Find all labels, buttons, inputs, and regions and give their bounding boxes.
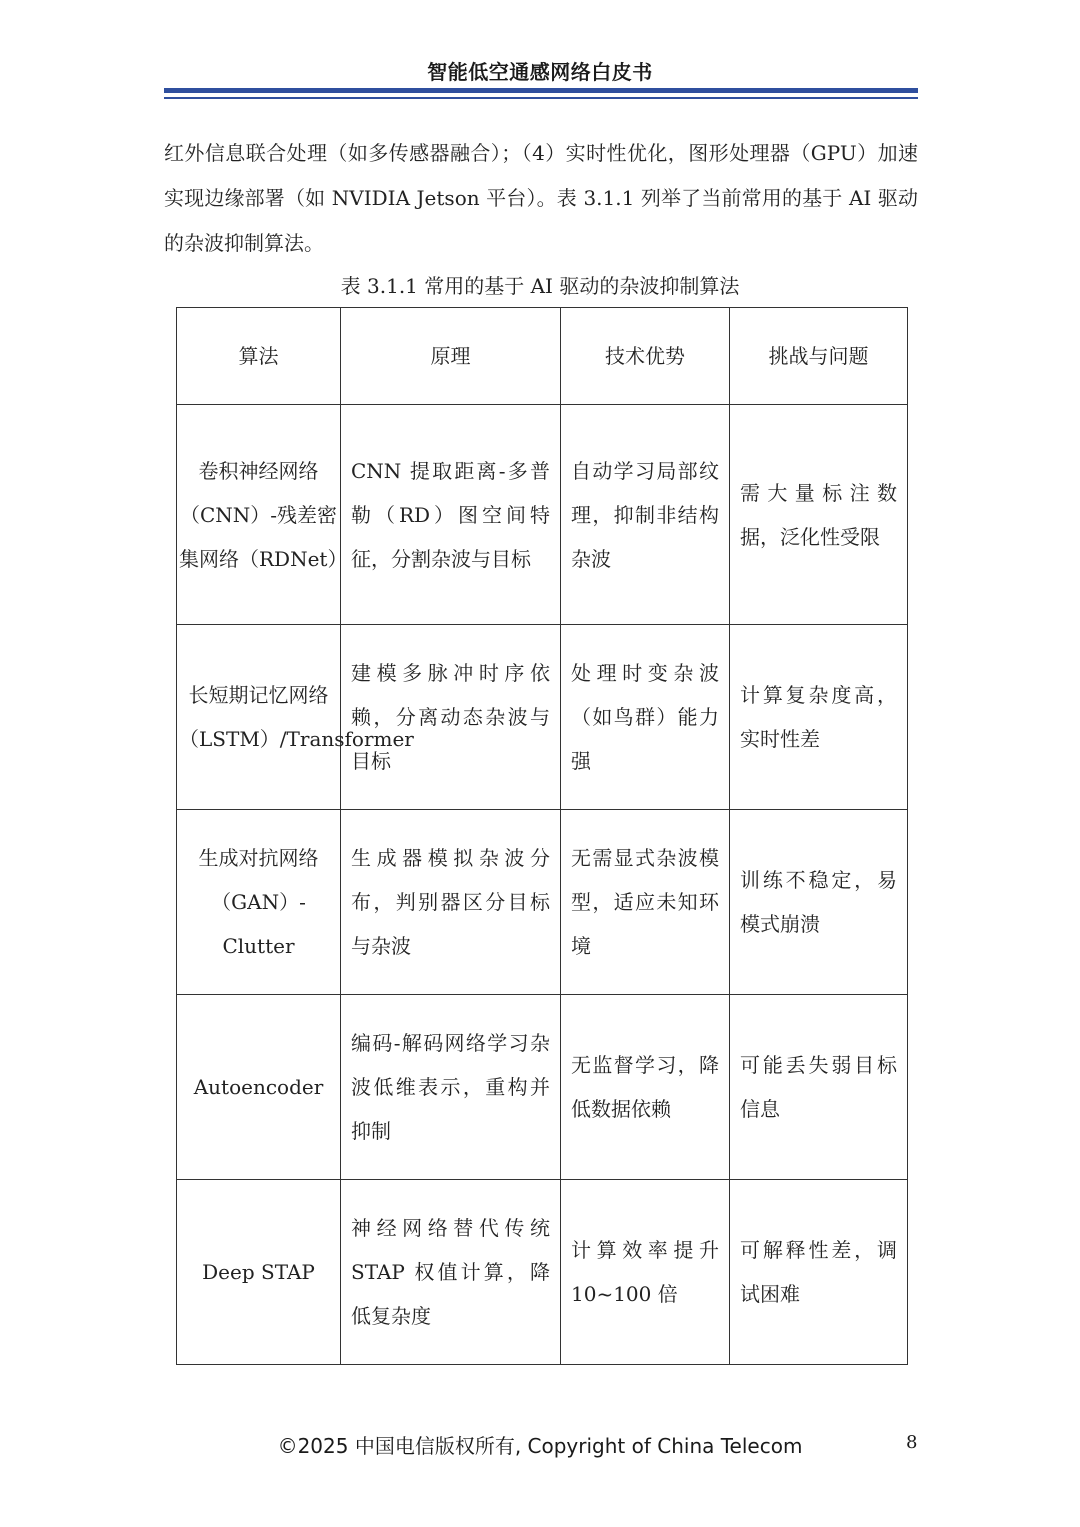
cell-challenge: 计算复杂度高，实时性差 (730, 625, 908, 810)
body-paragraph: 红外信息联合处理（如多传感器融合）；（4）实时性优化，图形处理器（GPU）加速实现边缘部署（如 NVIDIA Jetson 平台）。表 3.1.1 列举了当前常用的基于 AI 驱动的杂波抑制算法。 (164, 141, 918, 255)
header-cell-advantage: 技术优势 (561, 308, 730, 405)
table-row (177, 995, 908, 1180)
cell-principle: 建模多脉冲时序依赖，分离动态杂波与目标 (341, 625, 561, 810)
cell-challenge: 训练不稳定，易模式崩溃 (730, 810, 908, 995)
header-cell-principle: 原理 (341, 308, 561, 405)
page-header-title: 智能低空通感网络白皮书 (427, 60, 653, 84)
cell-algorithm: 卷积神经网络（CNN）-残差密集网络（RDNet） (177, 405, 341, 625)
cell-principle: 生成器模拟杂波分布，判别器区分目标与杂波 (341, 810, 561, 995)
cell-principle: 编码-解码网络学习杂波低维表示，重构并抑制 (341, 995, 561, 1180)
cell-challenge: 需大量标注数据，泛化性受限 (730, 405, 908, 625)
cell-advantage: 无监督学习，降低数据依赖 (561, 995, 730, 1180)
header-divider-thick (164, 88, 918, 93)
cell-challenge: 可解释性差，调试困难 (730, 1180, 908, 1365)
cell-advantage: 计算效率提升 10~100 倍 (561, 1180, 730, 1365)
cell-advantage: 处理时变杂波（如鸟群）能力强 (561, 625, 730, 810)
footer-copyright: ©2025 中国电信版权所有, Copyright of China Telecom (277, 1434, 803, 1458)
cell-principle: 神经网络替代传统 STAP 权值计算，降低复杂度 (341, 1180, 561, 1365)
table-caption: 表 3.1.1 常用的基于 AI 驱动的杂波抑制算法 (340, 274, 740, 298)
table-row (177, 1180, 908, 1365)
algorithm-table (176, 307, 908, 1365)
cell-algorithm: Deep STAP (177, 1180, 341, 1365)
cell-advantage: 自动学习局部纹理，抑制非结构杂波 (561, 405, 730, 625)
page-number: 8 (906, 1432, 918, 1453)
cell-challenge: 可能丢失弱目标信息 (730, 995, 908, 1180)
table-row (177, 625, 908, 810)
header-divider-thin (164, 97, 918, 99)
table-row (177, 810, 908, 995)
table-header-row (177, 308, 908, 405)
header-cell-algorithm: 算法 (177, 308, 341, 405)
cell-principle: CNN 提取距离-多普勒（RD）图空间特征，分割杂波与目标 (341, 405, 561, 625)
cell-advantage: 无需显式杂波模型，适应未知环境 (561, 810, 730, 995)
header-cell-challenge: 挑战与问题 (730, 308, 908, 405)
table-row (177, 405, 908, 625)
cell-algorithm: 生成对抗网络（GAN）-Clutter (177, 810, 341, 995)
cell-algorithm: Autoencoder (177, 995, 341, 1180)
cell-algorithm: 长短期记忆网络（LSTM）/Transformer (177, 625, 341, 810)
